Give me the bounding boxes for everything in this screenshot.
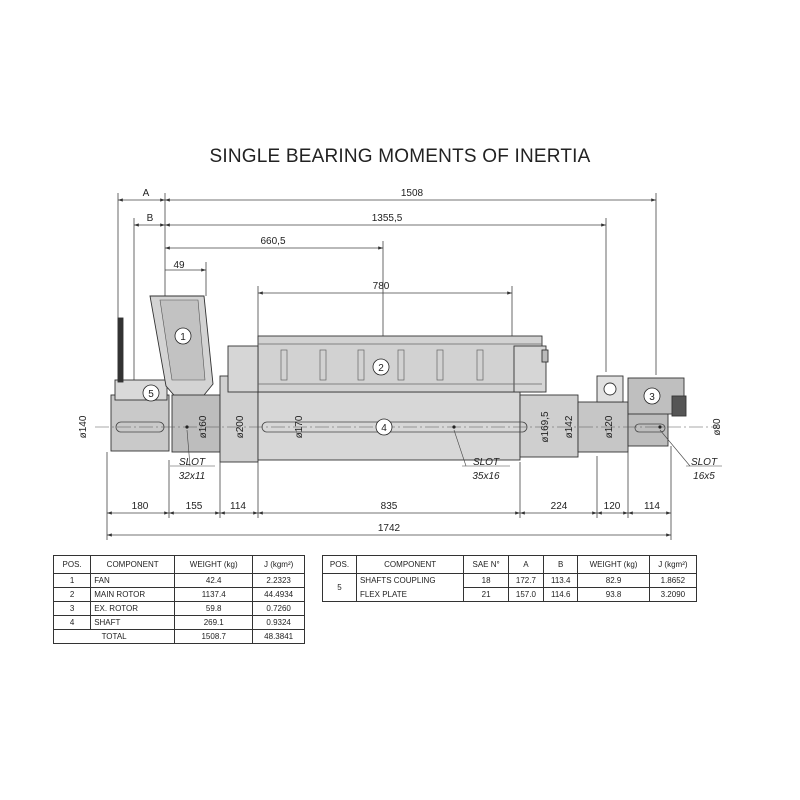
cell-b: 113.4 — [544, 574, 578, 588]
cell-sae: 21 — [464, 588, 509, 602]
slot-3-size: 16x5 — [693, 471, 715, 482]
fan-hub — [172, 395, 220, 452]
header-a: A — [508, 556, 543, 574]
slot-3-label: SLOT — [690, 457, 718, 468]
dim-114-b: 114 — [644, 501, 660, 512]
dim-d200: ø200 — [235, 415, 246, 439]
drawing-title: SINGLE BEARING MOMENTS OF INERTIA — [209, 146, 591, 167]
slot-1-label: SLOT — [178, 457, 206, 468]
cell-component: SHAFT — [91, 616, 175, 630]
pos-2-label: 2 — [378, 363, 384, 374]
cell-pos: 5 — [323, 574, 357, 602]
cell-inertia: 3.2090 — [649, 588, 696, 602]
dim-1355-5: 1355,5 — [371, 213, 403, 224]
dim-780: 780 — [372, 281, 390, 292]
cell-a: 172.7 — [508, 574, 543, 588]
pos-4-label: 4 — [381, 423, 387, 434]
table-header-row — [323, 556, 697, 574]
header-pos: POS. — [323, 556, 357, 574]
cell-inertia: 0.7260 — [253, 602, 305, 616]
header-component: COMPONENT — [91, 556, 175, 574]
cell-pos: 2 — [54, 588, 91, 602]
slot-2-label: SLOT — [472, 457, 500, 468]
cell-component: FAN — [91, 574, 175, 588]
cell-inertia: 44.4934 — [253, 588, 305, 602]
header-component: COMPONENT — [356, 556, 463, 574]
cell-inertia: 2.2323 — [253, 574, 305, 588]
table-row — [54, 602, 305, 616]
table-total-row — [54, 630, 305, 644]
header-inertia: J (kgm²) — [649, 556, 696, 574]
table-row — [54, 588, 305, 602]
cell-a: 157.0 — [508, 588, 543, 602]
header-weight: WEIGHT (kg) — [578, 556, 649, 574]
dim-660-5: 660,5 — [260, 236, 286, 247]
dim-d169-5: ø169,5 — [540, 411, 551, 443]
dim-114-a: 114 — [230, 501, 246, 512]
table-row — [54, 616, 305, 630]
dim-a: A — [142, 188, 150, 199]
cell-pos: 4 — [54, 616, 91, 630]
slot-2-size: 35x16 — [472, 471, 500, 482]
flex-plate — [115, 380, 167, 400]
cell-inertia: 0.9324 — [253, 616, 305, 630]
cell-pos: 1 — [54, 574, 91, 588]
dim-120: 120 — [603, 501, 621, 512]
cell-weight: 93.8 — [578, 588, 649, 602]
cell-total-weight: 1508.7 — [175, 630, 253, 644]
dim-d120: ø120 — [604, 415, 615, 439]
pos-1-label: 1 — [180, 332, 186, 343]
top-dimension-texts — [143, 188, 424, 292]
cell-inertia: 1.8652 — [649, 574, 696, 588]
header-pos: POS. — [54, 556, 91, 574]
cell-weight: 82.9 — [578, 574, 649, 588]
coupling-bolt — [118, 318, 123, 382]
table-row — [323, 574, 697, 588]
pos-3-label: 3 — [649, 392, 655, 403]
table-row — [323, 588, 697, 602]
shaft-end — [628, 410, 668, 446]
cell-total-inertia: 48.3841 — [253, 630, 305, 644]
table-row — [54, 574, 305, 588]
dim-d170: ø170 — [294, 415, 305, 439]
components-table — [53, 555, 305, 644]
header-b: B — [544, 556, 578, 574]
cell-weight: 59.8 — [175, 602, 253, 616]
dim-155: 155 — [185, 501, 203, 512]
dim-d80: ø80 — [712, 418, 723, 436]
coupling-table — [322, 555, 697, 602]
cell-total-label: TOTAL — [54, 630, 175, 644]
dim-b: B — [146, 213, 154, 224]
cell-component: EX. ROTOR — [91, 602, 175, 616]
cell-component: MAIN ROTOR — [91, 588, 175, 602]
dim-d142: ø142 — [564, 415, 575, 439]
header-weight: WEIGHT (kg) — [175, 556, 253, 574]
cell-weight: 1137.4 — [175, 588, 253, 602]
main-rotor — [258, 336, 542, 392]
cell-weight: 42.4 — [175, 574, 253, 588]
dim-d160: ø160 — [198, 415, 209, 439]
dim-224: 224 — [550, 501, 568, 512]
header-inertia: J (kgm²) — [253, 556, 305, 574]
dim-49: 49 — [173, 260, 185, 271]
cell-sae: 18 — [464, 574, 509, 588]
dim-180: 180 — [131, 501, 149, 512]
cell-pos: 3 — [54, 602, 91, 616]
header-sae: SAE N° — [464, 556, 509, 574]
cell-component: FLEX PLATE — [356, 588, 463, 602]
dim-d140: ø140 — [78, 415, 89, 439]
pos-5-label: 5 — [148, 389, 154, 400]
coupling-hub — [111, 395, 169, 451]
dim-1508: 1508 — [400, 188, 424, 199]
dim-835: 835 — [380, 501, 398, 512]
cell-component: SHAFTS COUPLING — [356, 574, 463, 588]
dim-1742: 1742 — [377, 523, 401, 534]
slot-1-size: 32x11 — [178, 471, 206, 482]
table-header-row — [54, 556, 305, 574]
cell-weight: 269.1 — [175, 616, 253, 630]
cell-b: 114.6 — [544, 588, 578, 602]
